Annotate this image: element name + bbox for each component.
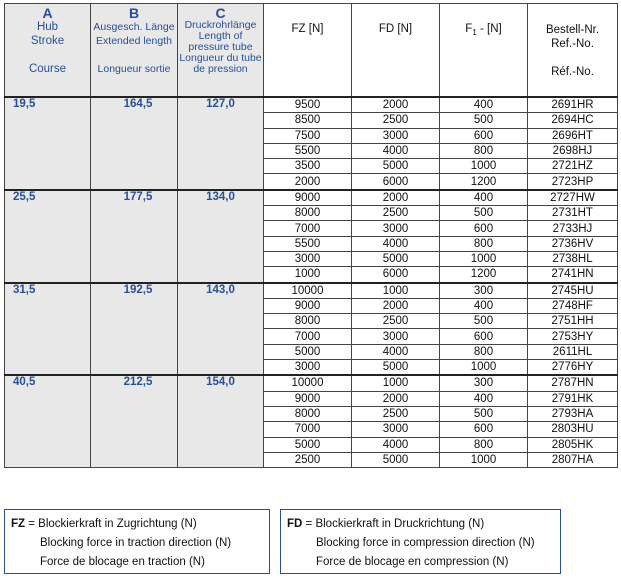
fd-cell: 1000 <box>352 283 440 299</box>
fd-cell: 4000 <box>352 236 440 251</box>
fd-cell: 3000 <box>352 422 440 437</box>
fd-cell: 3000 <box>352 221 440 236</box>
f1-cell: 800 <box>440 236 528 251</box>
fd-cell: 4000 <box>352 143 440 158</box>
fz-cell: 1000 <box>264 267 352 283</box>
f1-cell: 500 <box>440 113 528 128</box>
fd-cell: 1000 <box>352 375 440 391</box>
order-number-cell: 2738HL <box>528 251 618 266</box>
fz-cell: 2500 <box>264 452 352 467</box>
order-number-cell: 2611HL <box>528 344 618 359</box>
fz-cell: 5000 <box>264 437 352 452</box>
f1-cell: 500 <box>440 314 528 329</box>
legend-fd-de: = Blockierkraft in Druckrichtung (N) <box>302 518 485 530</box>
fd-cell: 5000 <box>352 452 440 467</box>
f1-cell: 800 <box>440 437 528 452</box>
fz-cell: 10000 <box>264 283 352 299</box>
table-row <box>5 97 618 113</box>
header-b: B Ausgesch. Länge Extended length Longueur sortie <box>91 4 178 98</box>
fz-cell: 9000 <box>264 298 352 313</box>
order-number-cell: 2803HU <box>528 422 618 437</box>
order-number-cell: 2731HT <box>528 206 618 221</box>
extended-length-cell: 212,5 <box>91 375 178 467</box>
fz-cell: 3000 <box>264 251 352 266</box>
fd-cell: 6000 <box>352 174 440 190</box>
legend-fz-de: = Blockierkraft in Zugrichtung (N) <box>25 518 197 530</box>
fd-cell: 5000 <box>352 159 440 174</box>
header-c: C Druckrohrlänge Length of pressure tube Longueur du tube de pression <box>178 4 264 98</box>
fz-cell: 7000 <box>264 329 352 344</box>
f1-cell: 1200 <box>440 267 528 283</box>
f1-cell: 800 <box>440 143 528 158</box>
f1-cell: 600 <box>440 329 528 344</box>
fz-cell: 9000 <box>264 190 352 206</box>
f1-cell: 400 <box>440 298 528 313</box>
legend-fz-key: FZ <box>11 518 26 530</box>
f1-cell: 400 <box>440 97 528 113</box>
f1-cell: 1000 <box>440 251 528 266</box>
f1-cell: 500 <box>440 206 528 221</box>
fd-cell: 4000 <box>352 437 440 452</box>
order-number-cell: 2751HH <box>528 314 618 329</box>
spec-table-body <box>5 97 618 468</box>
stroke-cell: 31,5 <box>5 283 91 376</box>
f1-cell: 600 <box>440 128 528 143</box>
table-row <box>5 375 618 391</box>
order-number-cell: 2791HK <box>528 391 618 406</box>
header-a: A Hub Stroke Course <box>5 4 91 98</box>
fd-cell: 2000 <box>352 97 440 113</box>
header-fd: FD [N] <box>352 4 440 98</box>
fd-cell: 2000 <box>352 298 440 313</box>
fz-cell: 9500 <box>264 97 352 113</box>
pressure-tube-length-cell: 143,0 <box>178 283 264 376</box>
header-f1: $F_1 - [N]$ <box>440 4 528 98</box>
legend-fd <box>280 509 561 574</box>
fz-cell: 5500 <box>264 236 352 251</box>
legend-fz <box>4 509 270 574</box>
order-number-cell: 2793HA <box>528 406 618 421</box>
f1-cell: 600 <box>440 221 528 236</box>
order-number-cell: 2696HT <box>528 128 618 143</box>
fz-cell: 7000 <box>264 221 352 236</box>
table-row <box>5 283 618 299</box>
stroke-cell: 40,5 <box>5 375 91 467</box>
pressure-tube-length-cell: 134,0 <box>178 190 264 283</box>
order-number-cell: 2741HN <box>528 267 618 283</box>
stroke-cell: 25,5 <box>5 190 91 283</box>
legend-fz-en: Blocking force in traction direction (N) <box>40 537 232 549</box>
fd-cell: 3000 <box>352 329 440 344</box>
fd-cell: 2500 <box>352 113 440 128</box>
f1-cell: 1000 <box>440 360 528 376</box>
fd-cell: 6000 <box>352 267 440 283</box>
order-number-cell: 2748HF <box>528 298 618 313</box>
extended-length-cell: 164,5 <box>91 97 178 190</box>
fz-cell: 7500 <box>264 128 352 143</box>
fd-cell: 2500 <box>352 406 440 421</box>
f1-cell: 400 <box>440 391 528 406</box>
extended-length-cell: 177,5 <box>91 190 178 283</box>
fz-cell: 5000 <box>264 344 352 359</box>
spec-table <box>4 3 618 468</box>
fz-cell: 8000 <box>264 406 352 421</box>
f1-cell: 500 <box>440 406 528 421</box>
fz-cell: 3000 <box>264 360 352 376</box>
fz-cell: 2000 <box>264 174 352 190</box>
f1-cell: 1000 <box>440 159 528 174</box>
fd-cell: 5000 <box>352 360 440 376</box>
fz-cell: 8500 <box>264 113 352 128</box>
fd-cell: 4000 <box>352 344 440 359</box>
pressure-tube-length-cell: 127,0 <box>178 97 264 190</box>
f1-cell: 300 <box>440 283 528 299</box>
f1-cell: 300 <box>440 375 528 391</box>
fd-cell: 3000 <box>352 128 440 143</box>
fd-cell: 2000 <box>352 190 440 206</box>
f1-cell: 1000 <box>440 452 528 467</box>
fd-cell: 5000 <box>352 251 440 266</box>
legend-fz-fr: Force de blocage en traction (N) <box>40 556 205 568</box>
order-number-cell: 2691HR <box>528 97 618 113</box>
order-number-cell: 2807HA <box>528 452 618 467</box>
fd-cell: 2000 <box>352 391 440 406</box>
legend-fd-key: FD <box>287 518 303 530</box>
extended-length-cell: 192,5 <box>91 283 178 376</box>
f1-cell: 1200 <box>440 174 528 190</box>
fz-cell: 7000 <box>264 422 352 437</box>
order-number-cell: 2805HK <box>528 437 618 452</box>
order-number-cell: 2787HN <box>528 375 618 391</box>
header-order-number: Bestell-Nr. Ref.-No. Réf.-No. <box>528 4 618 98</box>
order-number-cell: 2721HZ <box>528 159 618 174</box>
order-number-cell: 2727HW <box>528 190 618 206</box>
f1-cell: 600 <box>440 422 528 437</box>
order-number-cell: 2694HC <box>528 113 618 128</box>
stroke-cell: 19,5 <box>5 97 91 190</box>
order-number-cell: 2698HJ <box>528 143 618 158</box>
order-number-cell: 2745HU <box>528 283 618 299</box>
fz-cell: 3500 <box>264 159 352 174</box>
order-number-cell: 2753HY <box>528 329 618 344</box>
order-number-cell: 2736HV <box>528 236 618 251</box>
fz-cell: 5500 <box>264 143 352 158</box>
legend-fd-fr: Force de blocage en compression (N) <box>316 556 509 568</box>
table-row <box>5 190 618 206</box>
fz-cell: 8000 <box>264 206 352 221</box>
fd-cell: 2500 <box>352 314 440 329</box>
order-number-cell: 2776HY <box>528 360 618 376</box>
order-number-cell: 2723HP <box>528 174 618 190</box>
order-number-cell: 2733HJ <box>528 221 618 236</box>
header-fz: FZ [N] <box>264 4 352 98</box>
fz-cell: 8000 <box>264 314 352 329</box>
pressure-tube-length-cell: 154,0 <box>178 375 264 467</box>
fz-cell: 10000 <box>264 375 352 391</box>
f1-cell: 400 <box>440 190 528 206</box>
fz-cell: 9000 <box>264 391 352 406</box>
fd-cell: 2500 <box>352 206 440 221</box>
legend-fd-en: Blocking force in compression direction (N) <box>316 537 535 549</box>
f1-cell: 800 <box>440 344 528 359</box>
